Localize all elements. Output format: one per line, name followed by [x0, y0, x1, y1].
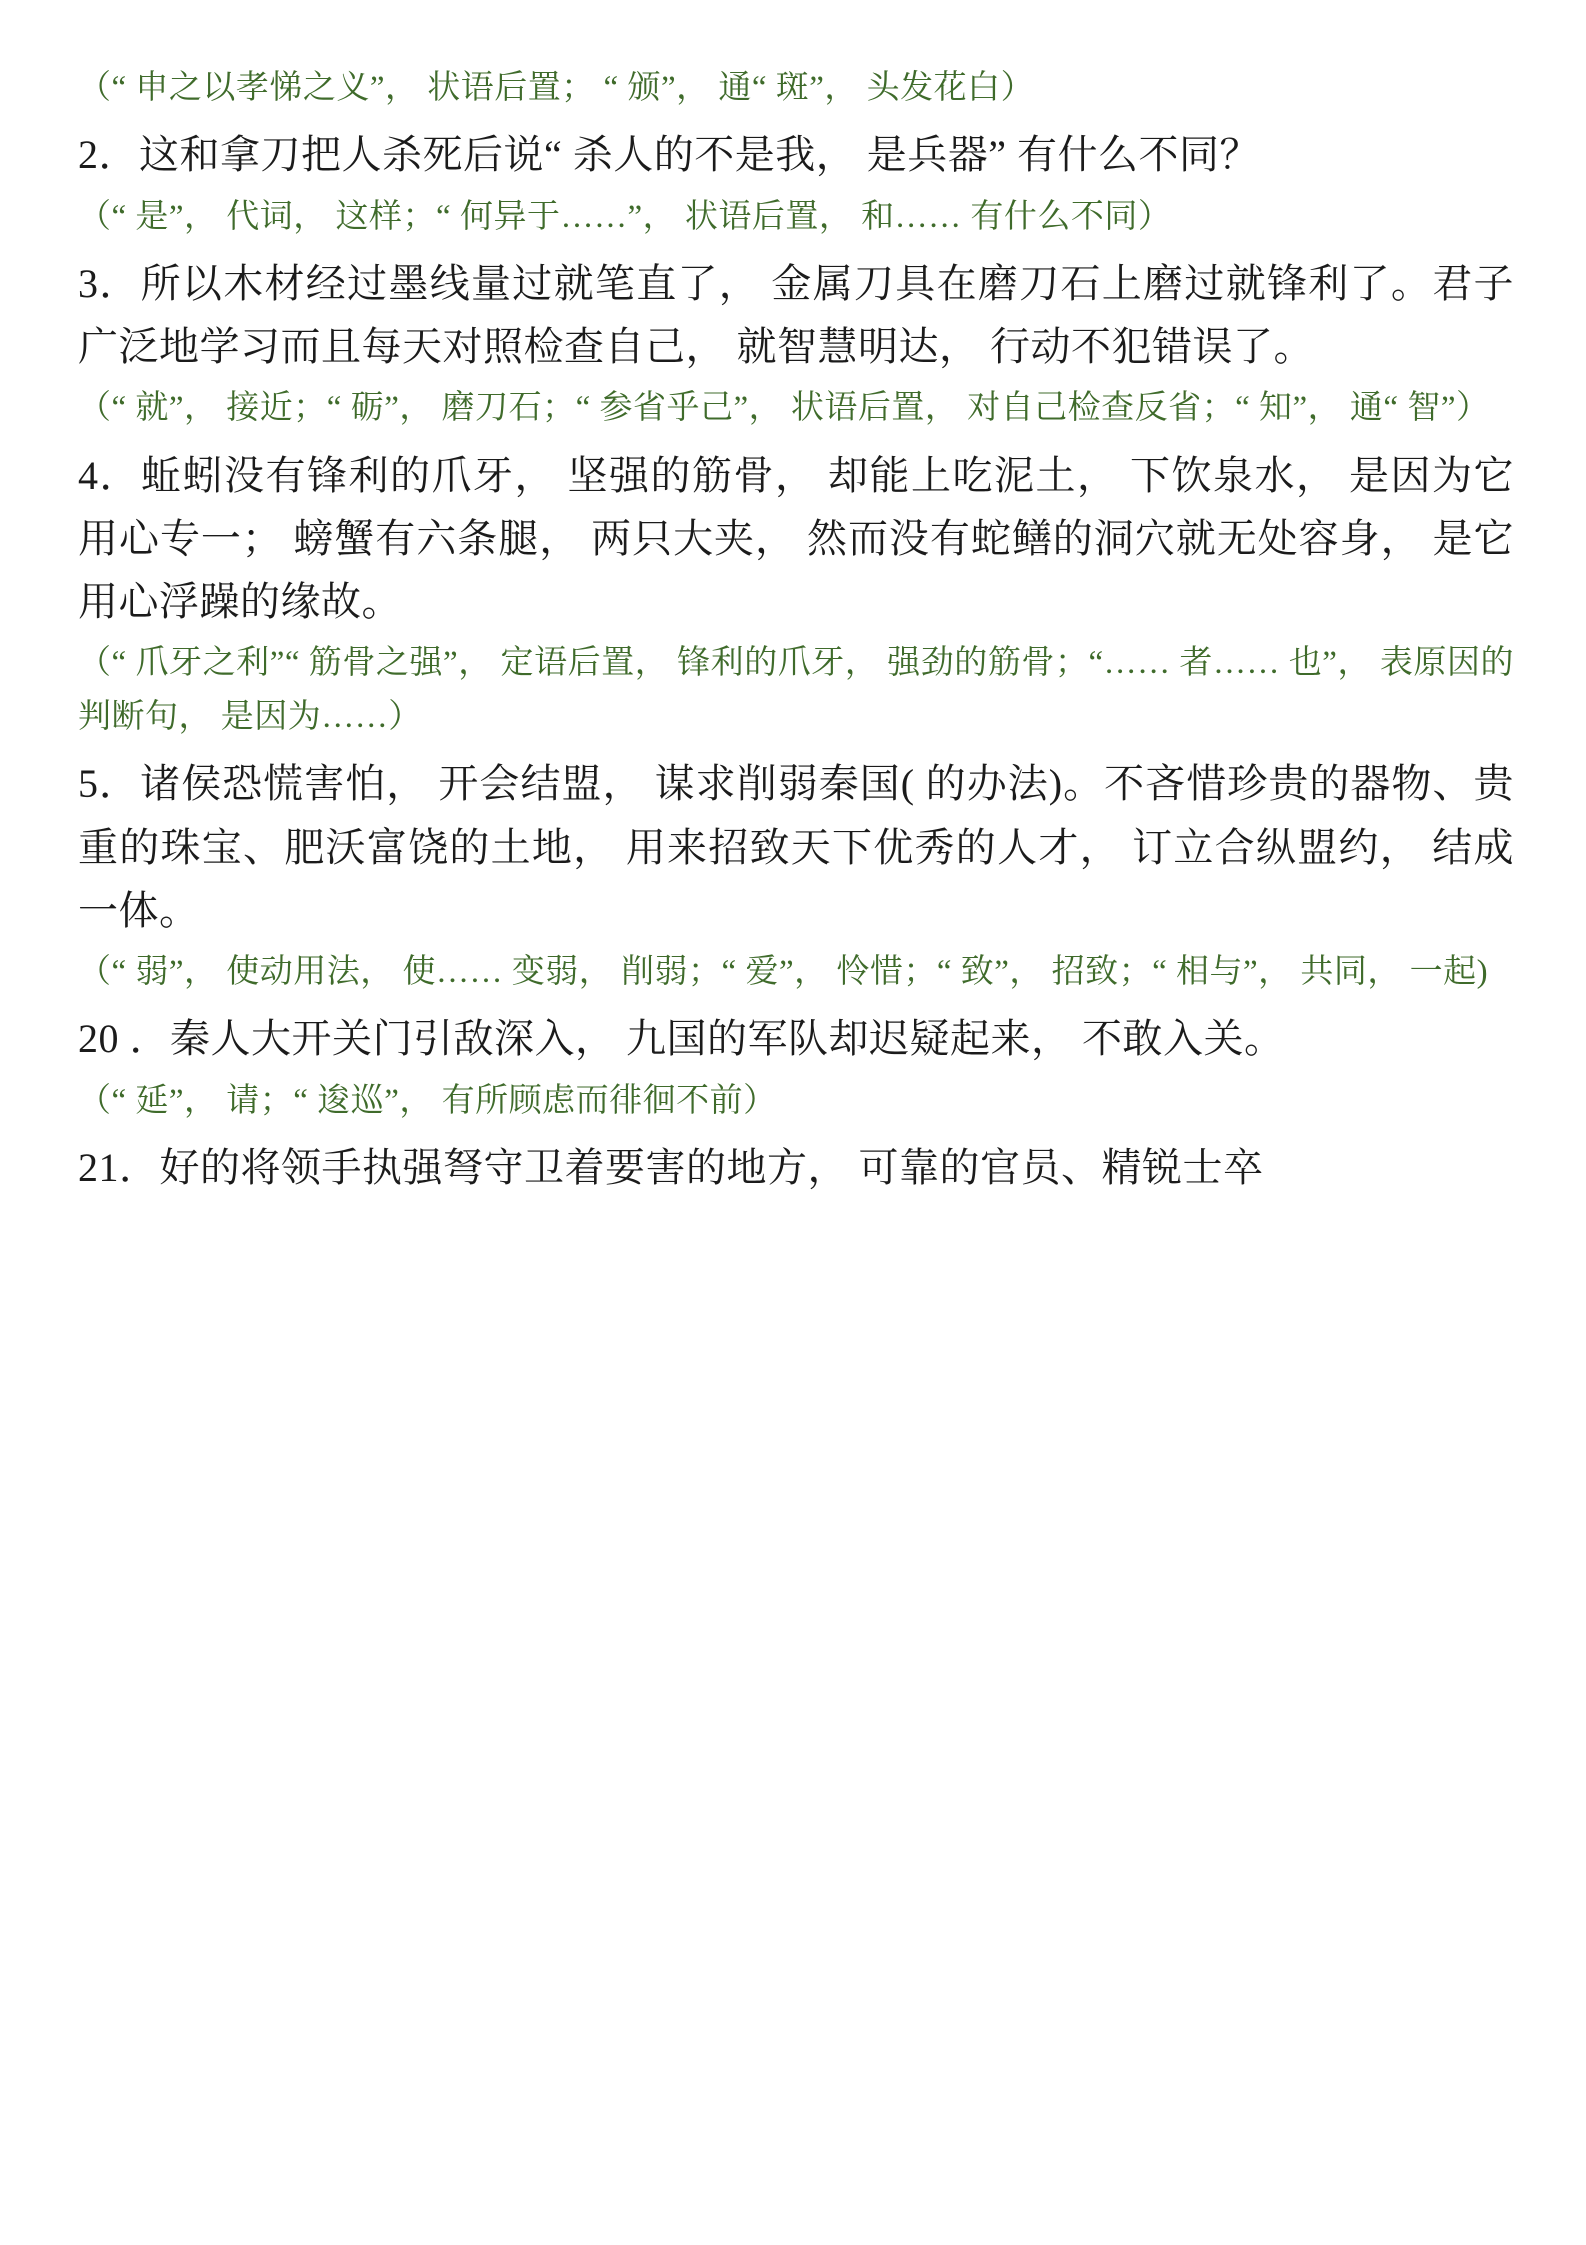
numbered-item-20: 20 ．秦人大开关门引敌深入， 九国的军队却迟疑起来， 不敢入关。 [78, 1016, 1285, 1062]
annotation-line-5: （“ 弱”， 使动用法， 使…… 变弱， 削弱；“ 爱”， 怜惜；“ 致”， 招致；“ 相与”， 共同， 一起) [78, 953, 1489, 990]
numbered-item-3: 3．所以木材经过墨线量过就笔直了， 金属刀具在磨刀石上磨过就锋利了。君子广泛地学习而且每天对照检查自己， 就智慧明达， 行动不犯错误了。 [78, 261, 1514, 370]
annotation-line-2: （“ 是”， 代词， 这样；“ 何异于……”， 状语后置， 和…… 有什么不同） [78, 198, 1172, 235]
numbered-item-4: 4．蚯蚓没有锋利的爪牙， 坚强的筋骨， 却能上吃泥土， 下饮泉水， 是因为它用心专一； 螃蟹有六条腿， 两只大夹， 然而没有蛇鳝的洞穴就无处容身， 是它用心浮躁的缘故。 [78, 452, 1514, 625]
numbered-item-21: 21．好的将领手执强弩守卫着要害的地方， 可靠的官员、精锐士卒 [78, 1145, 1264, 1191]
numbered-item-2: 2．这和拿刀把人杀死后说“ 杀人的不是我， 是兵器” 有什么不同？ [78, 132, 1261, 178]
numbered-item-5: 5．诸侯恐慌害怕， 开会结盟， 谋求削弱秦国( 的办法)。不吝惜珍贵的器物、贵重的珠宝、肥沃富饶的土地， 用来招致天下优秀的人才， 订立合纵盟约， 结成一体。 [78, 761, 1514, 933]
annotation-line-3: （“ 就”， 接近；“ 砺”， 磨刀石；“ 参省乎己”， 状语后置， 对自己检查反省；“ 知”， 通“ 智”） [78, 390, 1490, 427]
annotation-line: （“ 申之以孝悌之义”， 状语后置； “ 颁”， 通“ 斑”， 头发花白） [78, 70, 1035, 106]
annotation-line-20: （“ 延”， 请；“ 逡巡”， 有所顾虑而徘徊不前） [78, 1082, 777, 1119]
annotation-line-4: （“ 爪牙之利”“ 筋骨之强”， 定语后置， 锋利的爪牙， 强劲的筋骨；“…… 者…… 也”， 表原因的判断句， 是因为……） [78, 645, 1514, 735]
